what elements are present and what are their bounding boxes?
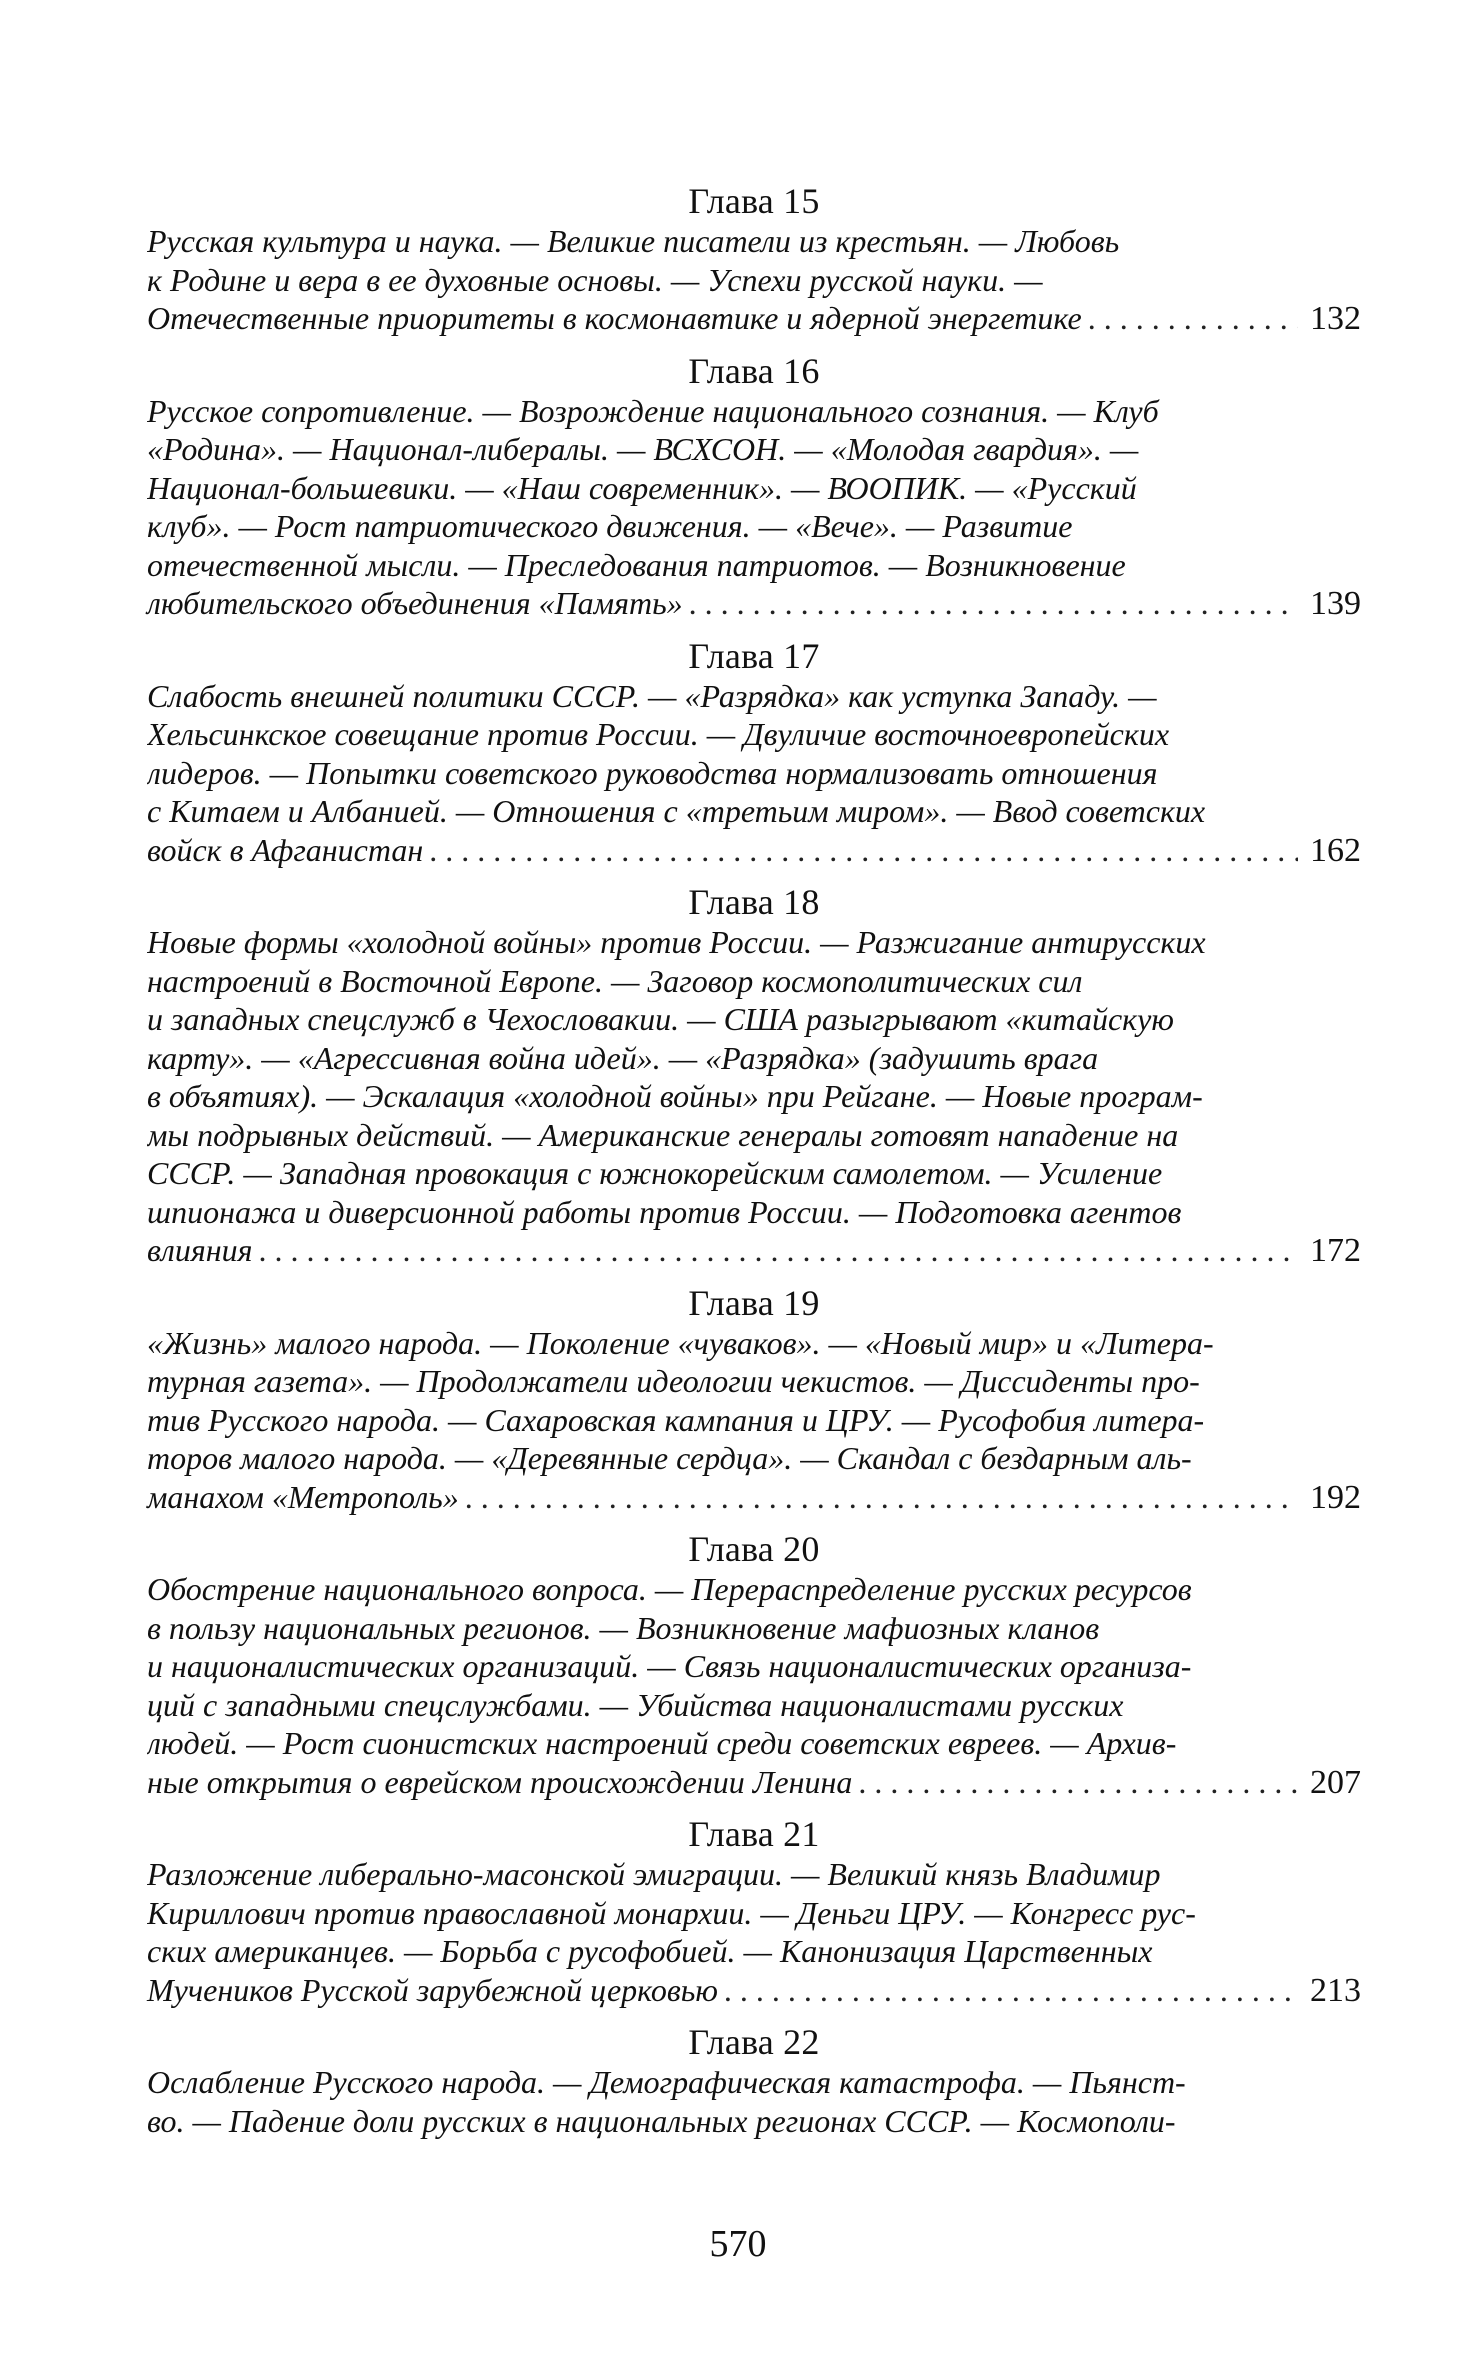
- chapter-heading: Глава 19: [688, 1282, 820, 1323]
- summary-last-line: [147, 1971, 1361, 2010]
- summary-line: и националистических организаций. — Связь националистических организа-: [147, 1648, 1192, 1684]
- summary-line: карту». — «Агрессивная война идей». — «Разрядка» (задушить врага: [147, 1039, 1099, 1076]
- chapter-heading: Глава 21: [688, 1814, 820, 1854]
- chapter-heading: Глава 17: [688, 635, 820, 676]
- summary-line: Обострение национального вопроса. — Перераспределение русских ресурсов: [147, 1571, 1192, 1607]
- chapter-heading: Глава 16: [688, 350, 820, 391]
- toc-chapter-entry: [147, 1815, 1361, 2009]
- chapter-page-number: 213: [1310, 1971, 1361, 2009]
- dot-leader: [718, 1971, 1298, 2010]
- summary-line: влияния: [147, 1232, 253, 1268]
- toc-chapter-entry: [147, 182, 1361, 338]
- summary-line: в объятиях). — Эскалация «холодной войны» при Рейгане. — Новые програм-: [147, 1078, 1203, 1114]
- chapter-summary: [147, 1570, 1361, 1801]
- chapter-page-number: 162: [1310, 831, 1361, 869]
- chapter-heading: Глава 20: [688, 1529, 820, 1569]
- summary-line: отечественной мысли. — Преследования патриотов. — Возникновение: [147, 546, 1126, 583]
- chapter-page-number: 139: [1310, 585, 1361, 622]
- summary-line: клуб». — Рост патриотического движения. — «Вече». — Развитие: [147, 508, 1073, 544]
- summary-line: людей. — Рост сионистских настроений среди советских евреев. — Архив-: [147, 1725, 1177, 1761]
- summary-line: Национал-большевики. — «Наш современник». — ВООПИК. — «Русский: [147, 469, 1137, 506]
- summary-line: настроений в Восточной Европе. — Заговор космополитических сил: [147, 962, 1083, 999]
- chapter-summary: [147, 2063, 1361, 2140]
- table-of-contents: [147, 182, 1361, 2154]
- summary-last-line: [147, 831, 1361, 870]
- summary-last-line: [147, 299, 1361, 338]
- summary-line: «Родина». — Национал-либералы. — ВСХСОН. — «Молодая гвардия». —: [147, 431, 1139, 467]
- summary-line: лидеров. — Попытки советского руководства нормализовать отношения: [147, 754, 1158, 791]
- summary-line: Хельсинкское совещание против России. — Двуличие восточноевропейских: [147, 716, 1170, 752]
- summary-line: войск в Афганистан: [147, 831, 424, 868]
- summary-line: шпионажа и диверсионной работы против России. — Подготовка агентов: [147, 1193, 1182, 1230]
- summary-line: Русское сопротивление. — Возрождение национального сознания. — Клуб: [147, 392, 1159, 429]
- summary-line: Отечественные приоритеты в космонавтике и ядерной энергетике: [147, 300, 1082, 336]
- chapter-summary: [147, 1324, 1361, 1517]
- summary-line: торов малого народа. — «Деревянные сердца». — Скандал с бездарным аль-: [147, 1440, 1192, 1476]
- chapter-summary: [147, 1855, 1361, 2009]
- chapter-page-number: 192: [1310, 1478, 1361, 1516]
- summary-line: в пользу национальных регионов. — Возникновение мафиозных кланов: [147, 1609, 1100, 1646]
- toc-chapter-entry: [147, 2023, 1361, 2140]
- summary-last-line: [147, 1763, 1361, 1802]
- toc-chapter-entry: [147, 883, 1361, 1270]
- summary-line: ских американцев. — Борьба с русофобией. — Канонизация Царственных: [147, 1933, 1153, 1969]
- chapter-heading: Глава 22: [688, 2022, 820, 2062]
- summary-line: Ослабление Русского народа. — Демографическая катастрофа. — Пьянст-: [147, 2064, 1186, 2100]
- dot-leader: [852, 1763, 1298, 1802]
- dot-leader: [252, 1231, 1298, 1270]
- summary-line: Слабость внешней политики СССР. — «Разрядка» как уступка Западу. —: [147, 677, 1157, 714]
- chapter-page-number: 132: [1310, 300, 1361, 337]
- summary-line: мы подрывных действий. — Американские генералы готовят нападение на: [147, 1116, 1179, 1153]
- chapter-summary: [147, 923, 1361, 1270]
- summary-last-line: [147, 1231, 1361, 1270]
- page-number: 570: [709, 2223, 767, 2265]
- summary-line: тив Русского народа. — Сахаровская кампания и ЦРУ. — Русофобия литера-: [147, 1401, 1205, 1438]
- dot-leader: [459, 1478, 1298, 1517]
- summary-line: ций с западными спецслужбами. — Убийства националистами русских: [147, 1686, 1124, 1723]
- summary-last-line: [147, 584, 1361, 623]
- summary-line: «Жизнь» малого народа. — Поколение «чуваков». — «Новый мир» и «Литера-: [147, 1324, 1214, 1361]
- summary-line: турная газета». — Продолжатели идеологии чекистов. — Диссиденты про-: [147, 1363, 1200, 1399]
- summary-line: и западных спецслужб в Чехословакии. — США разыгрывают «китайскую: [147, 1001, 1174, 1037]
- chapter-summary: [147, 392, 1361, 623]
- dot-leader: [1082, 299, 1298, 338]
- chapter-page-number: 172: [1310, 1232, 1361, 1269]
- summary-line: Кириллович против православной монархии. — Деньги ЦРУ. — Конгресс рус-: [147, 1894, 1196, 1931]
- summary-line: Русская культура и наука. — Великие писатели из крестьян. — Любовь: [147, 223, 1120, 259]
- dot-leader: [423, 831, 1298, 870]
- chapter-heading: Глава 18: [688, 882, 820, 922]
- summary-line: манахом «Метрополь»: [147, 1478, 459, 1515]
- summary-last-line: [147, 1478, 1361, 1517]
- dot-leader: [683, 584, 1298, 623]
- toc-chapter-entry: [147, 352, 1361, 623]
- summary-line: Мучеников Русской зарубежной церковью: [147, 1971, 718, 2008]
- summary-line: во. — Падение доли русских в национальных регионах СССР. — Космополи-: [147, 2102, 1176, 2139]
- toc-chapter-entry: [147, 1530, 1361, 1801]
- chapter-summary: [147, 677, 1361, 870]
- chapter-heading: Глава 15: [688, 181, 820, 221]
- summary-line: Разложение либерально-масонской эмиграции. — Великий князь Владимир: [147, 1856, 1161, 1892]
- summary-line: любительского объединения «Память»: [147, 585, 683, 621]
- toc-chapter-entry: [147, 1284, 1361, 1517]
- summary-line: СССР. — Западная провокация с южнокорейским самолетом. — Усиление: [147, 1155, 1163, 1191]
- chapter-summary: [147, 222, 1361, 338]
- summary-line: ные открытия о еврейском происхождении Ленина: [147, 1763, 853, 1800]
- chapter-page-number: 207: [1310, 1763, 1361, 1801]
- summary-line: к Родине и вера в ее духовные основы. — Успехи русской науки. —: [147, 261, 1043, 298]
- toc-chapter-entry: [147, 637, 1361, 870]
- summary-line: Новые формы «холодной войны» против России. — Разжигание антирусских: [147, 924, 1206, 960]
- summary-line: с Китаем и Албанией. — Отношения с «третьим миром». — Ввод советских: [147, 793, 1206, 829]
